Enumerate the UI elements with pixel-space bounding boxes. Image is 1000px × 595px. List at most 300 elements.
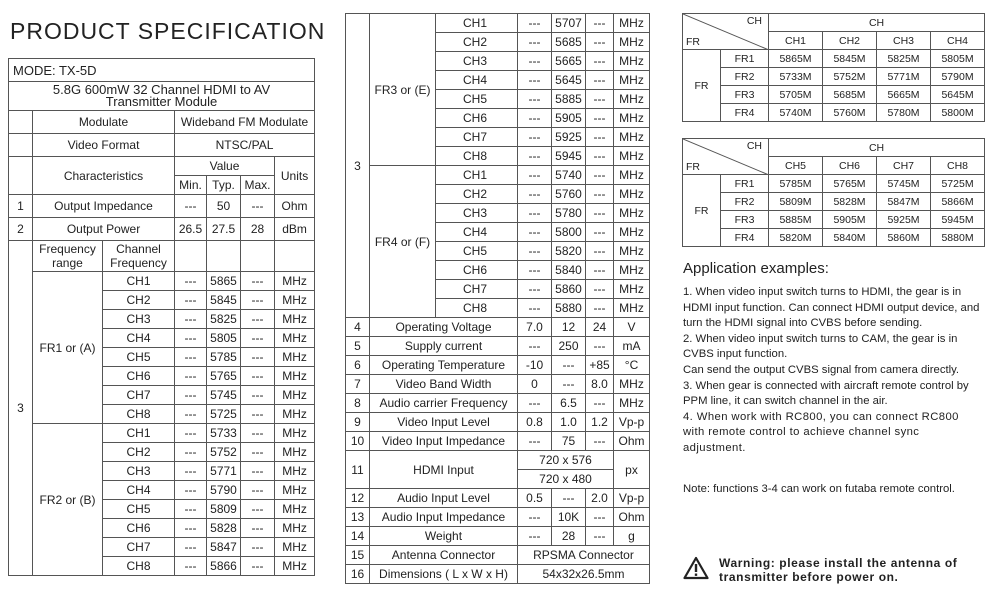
application-item: 2. When video input switch turns to CAM, the gear is in CVBS input function.: [683, 332, 958, 361]
parameter-name: HDMI Input: [370, 451, 518, 489]
max-value: ---: [586, 337, 614, 356]
unit-value: MHz: [614, 204, 650, 223]
parameter-name: Antenna Connector: [370, 546, 518, 565]
channel-name: CH2: [103, 291, 175, 310]
frequency-value: 5820: [552, 242, 586, 261]
min-value: ---: [175, 195, 207, 218]
min-header: Min.: [175, 176, 207, 195]
unit-value: MHz: [614, 185, 650, 204]
max-value: 2.0: [586, 489, 614, 508]
value-header: Value: [175, 157, 275, 176]
fr-row-label: FR3: [721, 86, 769, 104]
frequency-value: 5740: [552, 166, 586, 185]
unit-value: g: [614, 527, 650, 546]
unit-value: MHz: [614, 147, 650, 166]
channel-name: CH6: [103, 367, 175, 386]
frequency-group-name: FR3 or (E): [370, 14, 436, 166]
row-number: 10: [346, 432, 370, 451]
typ-value: 6.5: [552, 394, 586, 413]
min-value: ---: [518, 508, 552, 527]
frequency-value: 5880: [552, 299, 586, 318]
frequency-cell: 5845M: [823, 50, 877, 68]
min-value: ---: [175, 557, 207, 576]
frequency-cell: 5665M: [877, 86, 931, 104]
frequency-cell: 5905M: [823, 211, 877, 229]
min-value: ---: [518, 223, 552, 242]
frequency-cell: 5771M: [877, 68, 931, 86]
parameter-value: RPSMA Connector: [518, 546, 650, 565]
frequency-table-ch1-4: [682, 13, 985, 122]
frequency-value: 5847: [207, 538, 241, 557]
parameter-name: Audio Input Impedance: [370, 508, 518, 527]
fr-group-label: FR: [683, 175, 721, 247]
min-value: 0.5: [518, 489, 552, 508]
row-number: 9: [346, 413, 370, 432]
typ-value: ---: [552, 489, 586, 508]
max-value: 28: [241, 218, 275, 241]
min-value: ---: [518, 90, 552, 109]
max-value: ---: [241, 310, 275, 329]
channel-name: CH1: [436, 14, 518, 33]
row-number: 11: [346, 451, 370, 489]
unit-value: MHz: [614, 33, 650, 52]
frequency-cell: 5885M: [769, 211, 823, 229]
frequency-value: 5665: [552, 52, 586, 71]
video-format-value: NTSC/PAL: [175, 134, 315, 157]
unit-value: MHz: [275, 367, 315, 386]
channel-name: CH7: [103, 538, 175, 557]
typ-header: Typ.: [207, 176, 241, 195]
ch-group-header: CH: [769, 139, 985, 157]
max-value: ---: [586, 109, 614, 128]
frequency-value: 5760: [552, 185, 586, 204]
unit-value: Ohm: [614, 508, 650, 527]
channel-name: CH1: [103, 424, 175, 443]
min-value: ---: [175, 424, 207, 443]
parameter-name: Audio carrier Frequency: [370, 394, 518, 413]
unit-value: MHz: [275, 386, 315, 405]
frequency-cell: 5645M: [931, 86, 985, 104]
fr-label: FR: [686, 161, 700, 173]
mode-cell: MODE: TX-5D: [9, 59, 315, 82]
channel-name: CH3: [436, 52, 518, 71]
typ-value: 10K: [552, 508, 586, 527]
min-value: ---: [175, 291, 207, 310]
frequency-cell: 5752M: [823, 68, 877, 86]
frequency-cell: 5800M: [931, 104, 985, 122]
channel-name: CH6: [436, 261, 518, 280]
hdmi-resolution: 720 x 576: [518, 451, 614, 470]
unit-value: Vp-p: [614, 489, 650, 508]
channel-name: CH8: [103, 557, 175, 576]
unit-value: MHz: [614, 299, 650, 318]
typ-value: 250: [552, 337, 586, 356]
row-number: 12: [346, 489, 370, 508]
min-value: 0: [518, 375, 552, 394]
unit-value: MHz: [275, 557, 315, 576]
parameter-value: 54x32x26.5mm: [518, 565, 650, 584]
channel-name: CH2: [436, 185, 518, 204]
parameter-name: Audio Input Level: [370, 489, 518, 508]
min-value: ---: [518, 204, 552, 223]
unit-value: MHz: [275, 443, 315, 462]
frequency-cell: 5828M: [823, 193, 877, 211]
unit-value: MHz: [275, 272, 315, 291]
max-header: Max.: [241, 176, 275, 195]
frequency-cell: 5705M: [769, 86, 823, 104]
min-value: ---: [518, 394, 552, 413]
max-value: ---: [586, 128, 614, 147]
parameter-name: Video Input Level: [370, 413, 518, 432]
frequency-value: 5925: [552, 128, 586, 147]
max-value: ---: [586, 52, 614, 71]
max-value: ---: [241, 443, 275, 462]
max-value: ---: [241, 291, 275, 310]
max-value: ---: [586, 432, 614, 451]
frequency-cell: 5740M: [769, 104, 823, 122]
frequency-cell: 5805M: [931, 50, 985, 68]
channel-name: CH4: [436, 223, 518, 242]
unit-value: MHz: [614, 280, 650, 299]
min-value: ---: [518, 71, 552, 90]
frequency-cell: 5880M: [931, 229, 985, 247]
row-number: 7: [346, 375, 370, 394]
frequency-cell: 5840M: [823, 229, 877, 247]
unit-value: MHz: [614, 261, 650, 280]
max-value: ---: [586, 527, 614, 546]
min-value: ---: [518, 242, 552, 261]
fr-row-label: FR1: [721, 50, 769, 68]
frequency-value: 5645: [552, 71, 586, 90]
channel-header: CH6: [823, 157, 877, 175]
table-corner-header: [683, 139, 769, 175]
frequency-cell: 5760M: [823, 104, 877, 122]
channel-name: CH8: [436, 147, 518, 166]
parameter-name: Dimensions ( L x W x H): [370, 565, 518, 584]
hdmi-resolution: 720 x 480: [518, 470, 614, 489]
fr-group-label: FR: [683, 50, 721, 122]
frequency-value: 5771: [207, 462, 241, 481]
row-number: 5: [346, 337, 370, 356]
frequency-range-header: Frequency range: [33, 241, 103, 272]
units-header: Units: [275, 157, 315, 195]
row-number: 3: [9, 241, 33, 576]
channel-header: CH1: [769, 32, 823, 50]
channel-header: CH5: [769, 157, 823, 175]
channel-name: CH1: [103, 272, 175, 291]
channel-name: CH2: [436, 33, 518, 52]
frequency-cell: 5866M: [931, 193, 985, 211]
frequency-value: 5840: [552, 261, 586, 280]
min-value: ---: [518, 185, 552, 204]
max-value: ---: [241, 329, 275, 348]
unit-value: °C: [614, 356, 650, 375]
fr-row-label: FR1: [721, 175, 769, 193]
unit-value: Vp-p: [614, 413, 650, 432]
channel-name: CH5: [436, 242, 518, 261]
frequency-value: 5733: [207, 424, 241, 443]
min-value: ---: [175, 538, 207, 557]
blank-cell: [275, 241, 315, 272]
warning-line: transmitter before power on.: [719, 570, 899, 584]
channel-name: CH8: [103, 405, 175, 424]
frequency-cell: 5820M: [769, 229, 823, 247]
frequency-value: 5685: [552, 33, 586, 52]
min-value: ---: [175, 386, 207, 405]
frequency-value: 5905: [552, 109, 586, 128]
row-number: 13: [346, 508, 370, 527]
min-value: ---: [175, 500, 207, 519]
unit-value: MHz: [614, 52, 650, 71]
channel-header: CH2: [823, 32, 877, 50]
max-value: ---: [241, 500, 275, 519]
max-value: ---: [586, 394, 614, 413]
typ-value: ---: [552, 356, 586, 375]
max-value: ---: [241, 462, 275, 481]
frequency-cell: 5745M: [877, 175, 931, 193]
max-value: ---: [241, 405, 275, 424]
row-number: 16: [346, 565, 370, 584]
frequency-value: 5800: [552, 223, 586, 242]
unit-value: MHz: [275, 424, 315, 443]
frequency-value: 5805: [207, 329, 241, 348]
max-value: ---: [586, 147, 614, 166]
ch-group-header: CH: [769, 14, 985, 32]
fr-row-label: FR3: [721, 211, 769, 229]
unit-value: MHz: [614, 166, 650, 185]
channel-name: CH5: [103, 348, 175, 367]
channel-header: CH3: [877, 32, 931, 50]
max-value: ---: [586, 508, 614, 527]
frequency-value: 5707: [552, 14, 586, 33]
video-format-label: Video Format: [33, 134, 175, 157]
min-value: ---: [175, 519, 207, 538]
unit-value: MHz: [275, 405, 315, 424]
min-value: 0.8: [518, 413, 552, 432]
row-number: 14: [346, 527, 370, 546]
min-value: ---: [175, 329, 207, 348]
unit-value: dBm: [275, 218, 315, 241]
max-value: ---: [586, 71, 614, 90]
min-value: ---: [518, 33, 552, 52]
table-corner-header: [683, 14, 769, 50]
max-value: 8.0: [586, 375, 614, 394]
warning-block: [683, 556, 957, 585]
frequency-value: 5725: [207, 405, 241, 424]
unit-value: px: [614, 451, 650, 489]
min-value: ---: [518, 299, 552, 318]
channel-header: CH8: [931, 157, 985, 175]
row-number: 6: [346, 356, 370, 375]
max-value: ---: [241, 424, 275, 443]
unit-value: MHz: [614, 128, 650, 147]
channel-name: CH8: [436, 299, 518, 318]
frequency-value: 5765: [207, 367, 241, 386]
max-value: ---: [241, 272, 275, 291]
frequency-cell: 5765M: [823, 175, 877, 193]
channel-frequency-header: Channel Frequency: [103, 241, 175, 272]
channel-name: CH3: [436, 204, 518, 223]
blank-cell: [9, 157, 33, 195]
channel-name: CH4: [436, 71, 518, 90]
frequency-value: 5752: [207, 443, 241, 462]
frequency-value: 5885: [552, 90, 586, 109]
parameter-name: Output Power: [33, 218, 175, 241]
min-value: 26.5: [175, 218, 207, 241]
max-value: ---: [586, 90, 614, 109]
min-value: 7.0: [518, 318, 552, 337]
application-title: Application examples:: [683, 260, 829, 277]
application-item: 4. When work with RC800, you can connect RC800 with remote control to achieve channel sync adjustment.: [683, 410, 959, 454]
min-value: ---: [175, 481, 207, 500]
description-cell: 5.8G 600mW 32 Channel HDMI to AV Transmitter Module: [9, 82, 315, 111]
unit-value: MHz: [614, 71, 650, 90]
typ-value: 12: [552, 318, 586, 337]
frequency-value: 5785: [207, 348, 241, 367]
fr-row-label: FR4: [721, 229, 769, 247]
max-value: ---: [241, 195, 275, 218]
channel-name: CH5: [436, 90, 518, 109]
channel-name: CH4: [103, 481, 175, 500]
unit-value: MHz: [614, 375, 650, 394]
fr-row-label: FR2: [721, 68, 769, 86]
min-value: ---: [175, 272, 207, 291]
max-value: ---: [586, 261, 614, 280]
spec-table-middle: [345, 13, 650, 584]
unit-value: MHz: [614, 223, 650, 242]
channel-name: CH4: [103, 329, 175, 348]
parameter-name: Video Input Impedance: [370, 432, 518, 451]
typ-value: 27.5: [207, 218, 241, 241]
frequency-cell: 5925M: [877, 211, 931, 229]
min-value: -10: [518, 356, 552, 375]
frequency-cell: 5733M: [769, 68, 823, 86]
blank-cell: [9, 134, 33, 157]
min-value: ---: [518, 52, 552, 71]
unit-value: MHz: [275, 481, 315, 500]
channel-name: CH7: [436, 128, 518, 147]
channel-name: CH1: [436, 166, 518, 185]
unit-value: MHz: [614, 109, 650, 128]
typ-value: 28: [552, 527, 586, 546]
min-value: ---: [175, 367, 207, 386]
warning-triangle-icon: [683, 556, 709, 585]
max-value: ---: [586, 185, 614, 204]
frequency-cell: 5790M: [931, 68, 985, 86]
max-value: ---: [241, 538, 275, 557]
unit-value: MHz: [614, 90, 650, 109]
fr-row-label: FR2: [721, 193, 769, 211]
frequency-value: 5745: [207, 386, 241, 405]
channel-header: CH7: [877, 157, 931, 175]
min-value: ---: [175, 462, 207, 481]
row-number: 4: [346, 318, 370, 337]
unit-value: MHz: [275, 329, 315, 348]
max-value: ---: [241, 481, 275, 500]
unit-value: V: [614, 318, 650, 337]
row-number: 15: [346, 546, 370, 565]
frequency-cell: 5809M: [769, 193, 823, 211]
min-value: ---: [518, 280, 552, 299]
application-examples: [683, 260, 983, 457]
ch-label: CH: [746, 15, 762, 27]
application-note: Note: functions 3-4 can work on futaba remote control.: [683, 483, 955, 495]
channel-name: CH7: [436, 280, 518, 299]
frequency-cell: 5865M: [769, 50, 823, 68]
parameter-name: Video Band Width: [370, 375, 518, 394]
row-number: 8: [346, 394, 370, 413]
unit-value: MHz: [614, 242, 650, 261]
max-value: ---: [586, 242, 614, 261]
min-value: ---: [518, 14, 552, 33]
blank-cell: [241, 241, 275, 272]
channel-name: CH3: [103, 462, 175, 481]
frequency-value: 5790: [207, 481, 241, 500]
parameter-name: Supply current: [370, 337, 518, 356]
unit-value: MHz: [275, 462, 315, 481]
typ-value: ---: [552, 375, 586, 394]
frequency-group-name: FR4 or (F): [370, 166, 436, 318]
min-value: ---: [175, 310, 207, 329]
min-value: ---: [518, 166, 552, 185]
blank-cell: [175, 241, 207, 272]
min-value: ---: [518, 527, 552, 546]
max-value: ---: [241, 367, 275, 386]
channel-name: CH6: [103, 519, 175, 538]
channel-header: CH4: [931, 32, 985, 50]
fr-row-label: FR4: [721, 104, 769, 122]
max-value: ---: [241, 557, 275, 576]
channel-name: CH3: [103, 310, 175, 329]
warning-line: Warning: please install the antenna of: [719, 556, 958, 570]
frequency-value: 5828: [207, 519, 241, 538]
unit-value: MHz: [614, 14, 650, 33]
frequency-cell: 5785M: [769, 175, 823, 193]
application-item: 1. When video input switch turns to HDMI, the gear is in HDMI input function. Can connect HDMI output device, and turn the HDMI signal into CVBS before sending.: [683, 286, 980, 330]
row-number: 3: [346, 14, 370, 318]
row-number: 2: [9, 218, 33, 241]
modulate-value: Wideband FM Modulate: [175, 111, 315, 134]
max-value: 1.2: [586, 413, 614, 432]
modulate-label: Modulate: [33, 111, 175, 134]
blank-cell: [207, 241, 241, 272]
unit-value: Ohm: [275, 195, 315, 218]
parameter-name: Output Impedance: [33, 195, 175, 218]
frequency-value: 5825: [207, 310, 241, 329]
unit-value: MHz: [275, 500, 315, 519]
min-value: ---: [518, 432, 552, 451]
spec-table-left: [8, 58, 315, 576]
frequency-group-name: FR1 or (A): [33, 272, 103, 424]
unit-value: MHz: [275, 310, 315, 329]
frequency-cell: 5825M: [877, 50, 931, 68]
ch-label: CH: [746, 140, 762, 152]
fr-label: FR: [686, 36, 700, 48]
max-value: ---: [586, 299, 614, 318]
max-value: ---: [241, 348, 275, 367]
channel-name: CH6: [436, 109, 518, 128]
frequency-cell: 5780M: [877, 104, 931, 122]
min-value: ---: [518, 147, 552, 166]
parameter-name: Operating Temperature: [370, 356, 518, 375]
channel-name: CH7: [103, 386, 175, 405]
frequency-value: 5866: [207, 557, 241, 576]
frequency-cell: 5685M: [823, 86, 877, 104]
typ-value: 75: [552, 432, 586, 451]
max-value: ---: [586, 14, 614, 33]
unit-value: MHz: [275, 519, 315, 538]
parameter-name: Weight: [370, 527, 518, 546]
